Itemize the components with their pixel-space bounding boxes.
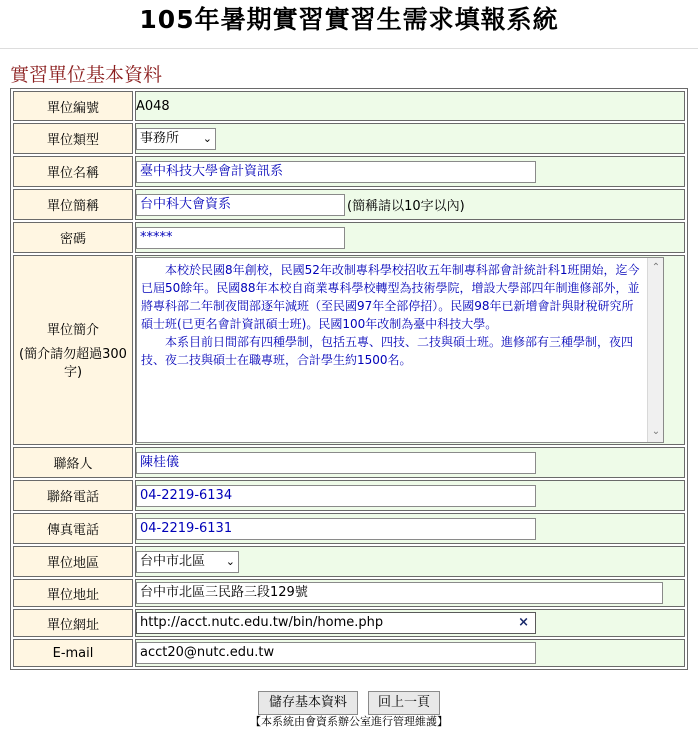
label-unit-name: 單位名稱 xyxy=(13,156,133,187)
row-unit-name xyxy=(13,156,685,187)
save-button[interactable]: 儲存基本資料 xyxy=(258,691,358,715)
page-title: 105年暑期實習實習生需求填報系統 xyxy=(139,5,559,34)
unit-intro-textarea[interactable] xyxy=(136,257,664,443)
label-intro-note: (簡介請勿超過300字) xyxy=(19,346,127,380)
unit-type-select[interactable] xyxy=(136,128,216,150)
label-email: E-mail xyxy=(13,639,133,667)
intro-paragraph-1: 本校於民國8年創校，民國52年改制專科學校招收五年制專科部會計統計科1班開始，迄今已屆50餘年。民國88年本校自商業專科學校轉型為技術學院，增設大學部四年制進修部外，並將專科部二年制夜間部逐年減班（至民國97年全部停招）。民國98年已新增會計與財稅研究所碩士班(已更名會計資訊碩士班)。民國100年改制為臺中科技大學。 xyxy=(141,263,640,331)
short-name-note: (簡稱請以10字以內) xyxy=(347,199,465,214)
row-fax xyxy=(13,513,685,544)
arrow-down-icon[interactable]: ⌄ xyxy=(651,426,661,437)
footer-note: 【本系統由會資系辦公室進行管理維護】 xyxy=(250,715,448,728)
basic-info-form xyxy=(10,88,688,670)
fax-input[interactable]: 04-2219-6131 xyxy=(136,518,536,540)
address-input[interactable]: 台中市北區三民路三段129號 xyxy=(136,582,663,604)
textarea-scrollbar[interactable] xyxy=(647,258,663,442)
chevron-down-icon: ⌄ xyxy=(202,131,212,145)
row-phone xyxy=(13,480,685,511)
label-address: 單位地址 xyxy=(13,579,133,607)
row-region xyxy=(13,546,685,577)
intro-paragraph-2: 本系目前日間部有四種學制，包括五專、四技、二技與碩士班。進修部有三種學制，夜四技、夜二技與碩士在職專班，合計學生約1500名。 xyxy=(141,335,634,367)
unit-code-value: A048 xyxy=(135,91,685,121)
contact-input[interactable]: 陳桂儀 xyxy=(136,452,536,474)
label-region: 單位地區 xyxy=(13,546,133,577)
back-button[interactable]: 回上一頁 xyxy=(368,691,440,715)
row-unit-intro xyxy=(13,255,685,445)
row-website xyxy=(13,609,685,637)
label-unit-code: 單位編號 xyxy=(13,91,133,121)
unit-name-input[interactable]: 臺中科技大學會計資訊系 xyxy=(136,161,536,183)
label-contact: 聯絡人 xyxy=(13,447,133,478)
label-fax: 傳真電話 xyxy=(13,513,133,544)
arrow-up-icon[interactable]: ⌃ xyxy=(651,262,661,273)
row-unit-type xyxy=(13,123,685,154)
chevron-down-icon: ⌄ xyxy=(225,554,235,568)
row-unit-code xyxy=(13,91,685,121)
label-website: 單位網址 xyxy=(13,609,133,637)
title-divider xyxy=(0,48,698,49)
label-unit-intro: 單位簡介 xyxy=(46,322,99,338)
label-phone: 聯絡電話 xyxy=(13,480,133,511)
website-input[interactable] xyxy=(136,612,536,634)
row-unit-short-name xyxy=(13,189,685,220)
region-selected: 台中市北區 xyxy=(140,553,206,569)
row-password xyxy=(13,222,685,253)
row-contact xyxy=(13,447,685,478)
password-input[interactable]: ***** xyxy=(136,227,345,249)
close-icon[interactable]: × xyxy=(518,615,529,630)
row-email xyxy=(13,639,685,667)
label-unit-type: 單位類型 xyxy=(13,123,133,154)
unit-short-name-input[interactable]: 台中科大會資系 xyxy=(136,194,345,216)
phone-input[interactable]: 04-2219-6134 xyxy=(136,485,536,507)
label-password: 密碼 xyxy=(13,222,133,253)
unit-type-selected: 事務所 xyxy=(140,130,180,146)
region-select[interactable] xyxy=(136,551,239,573)
label-unit-short-name: 單位簡稱 xyxy=(13,189,133,220)
email-input[interactable]: acct20@nutc.edu.tw xyxy=(136,642,536,664)
website-value: http://acct.nutc.edu.tw/bin/home.php xyxy=(140,615,384,630)
row-address xyxy=(13,579,685,607)
section-heading: 實習單位基本資料 xyxy=(10,64,163,86)
